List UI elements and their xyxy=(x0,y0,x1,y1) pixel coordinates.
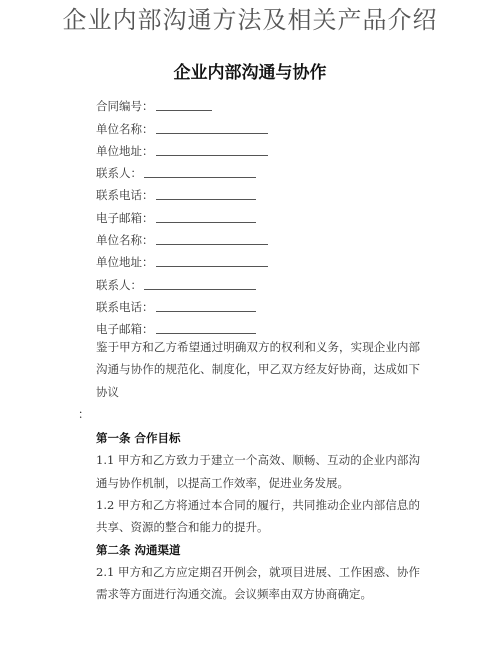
fill-in-blank-line[interactable] xyxy=(156,266,268,267)
article-2-heading: 第二条 沟通渠道 xyxy=(96,542,181,557)
fill-in-blank-line[interactable] xyxy=(156,222,256,223)
field-label: 单位地址： xyxy=(96,143,154,158)
preamble-tail: ： xyxy=(78,406,90,421)
page-banner-title: 企业内部沟通方法及相关产品介绍 xyxy=(62,6,438,34)
document-body xyxy=(78,336,420,606)
fill-in-blank-line[interactable] xyxy=(156,244,268,245)
contract-field-row xyxy=(96,159,268,181)
field-label: 单位名称： xyxy=(96,121,154,136)
field-label: 电子邮箱： xyxy=(96,322,154,337)
field-label: 电子邮箱： xyxy=(96,210,154,225)
field-label: 单位名称： xyxy=(96,233,154,248)
fill-in-blank-line[interactable] xyxy=(156,333,256,334)
contract-field-row xyxy=(96,226,268,248)
document-title: 企业内部沟通与协作 xyxy=(173,63,327,83)
contract-field-row xyxy=(96,114,268,136)
preamble-paragraph: 鉴于甲方和乙方希望通过明确双方的权利和义务，实现企业内部沟通与协作的规范化、制度化，甲乙双方经友好协商，达成如下协议 xyxy=(96,340,420,399)
contract-field-row xyxy=(96,181,268,203)
fill-in-blank-line[interactable] xyxy=(144,289,256,290)
contract-field-row xyxy=(96,315,268,337)
fill-in-blank-line[interactable] xyxy=(156,199,256,200)
contract-info-fields xyxy=(96,92,268,337)
contract-field-row xyxy=(96,203,268,225)
contract-field-row xyxy=(96,293,268,315)
article-1-clause-2: 1.2 甲方和乙方将通过本合同的履行，共同推动企业内部信息的共享、资源的整合和能力的提升。 xyxy=(96,498,420,535)
fill-in-blank-line[interactable] xyxy=(156,155,268,156)
field-label: 联系人： xyxy=(96,277,142,292)
contract-field-row xyxy=(96,92,268,114)
fill-in-blank-line[interactable] xyxy=(144,177,256,178)
contract-field-row xyxy=(96,270,268,292)
article-1-clause-1: 1.1 甲方和乙方致力于建立一个高效、顺畅、互动的企业内部沟通与协作机制，以提高工作效率，促进业务发展。 xyxy=(96,453,420,490)
article-1-heading: 第一条 合作目标 xyxy=(96,431,181,446)
article-2-clause-1: 2.1 甲方和乙方应定期召开例会，就项目进展、工作困惑、协作需求等方面进行沟通交流。会议频率由双方协商确定。 xyxy=(96,564,420,602)
fill-in-blank-line[interactable] xyxy=(156,311,256,312)
contract-field-row xyxy=(96,248,268,270)
contract-field-row xyxy=(96,137,268,159)
field-label: 合同编号： xyxy=(96,99,154,114)
fill-in-blank-line[interactable] xyxy=(156,133,268,134)
field-label: 联系电话： xyxy=(96,188,154,203)
fill-in-blank-line[interactable] xyxy=(156,110,212,111)
field-label: 联系电话： xyxy=(96,299,154,314)
field-label: 联系人： xyxy=(96,166,142,181)
field-label: 单位地址： xyxy=(96,255,154,270)
